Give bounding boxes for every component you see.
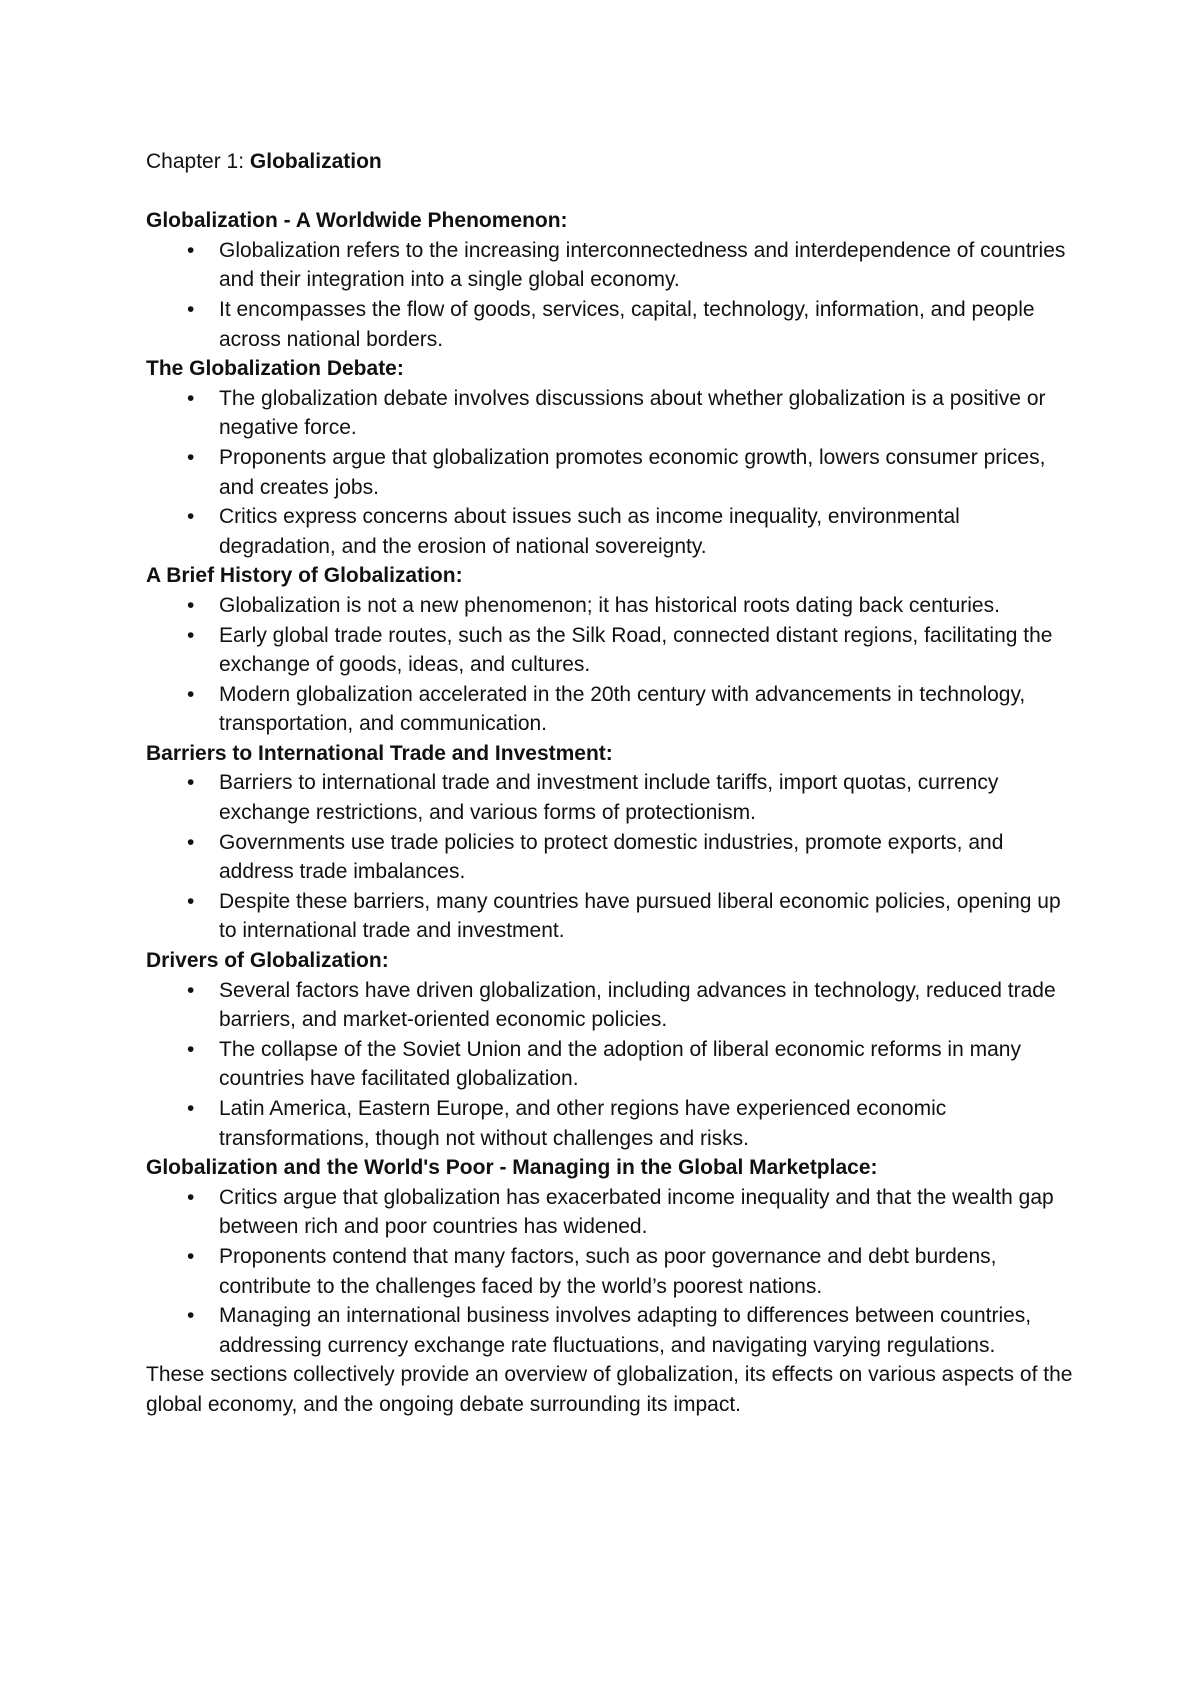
list-item: [146, 1183, 1076, 1242]
list-item: [146, 443, 1076, 502]
list-item: [146, 887, 1076, 946]
list-item-text: Several factors have driven globalization, including advances in technology, reduced trade barriers, and market-oriented economic policies.: [219, 978, 1056, 1032]
list-item-text: The collapse of the Soviet Union and the adoption of liberal economic reforms in many countries have facilitated globalization.: [219, 1037, 1021, 1091]
list-item: [146, 828, 1076, 887]
list-item: [146, 768, 1076, 827]
bullet-icon: •: [187, 889, 195, 913]
list-item: [146, 976, 1076, 1035]
list-item-text: Modern globalization accelerated in the 20th century with advancements in technology, transportation, and communication.: [219, 682, 1026, 736]
chapter-topic: Globalization: [249, 150, 382, 173]
list-item-text: Barriers to international trade and investment include tariffs, import quotas, currency exchange restrictions, and various forms of protectionism.: [219, 771, 999, 825]
bullet-icon: •: [187, 623, 195, 647]
bullet-icon: •: [187, 830, 195, 854]
section-heading: Barriers to International Trade and Investment:: [146, 741, 613, 765]
list-item-text: Globalization is not a new phenomenon; it has historical roots dating back centuries.: [219, 593, 1000, 617]
list-item-text: Proponents contend that many factors, such as poor governance and debt burdens, contribute to the challenges faced by the world’s poorest nations.: [219, 1244, 997, 1298]
bullet-icon: •: [187, 297, 195, 321]
section-heading: Drivers of Globalization:: [146, 949, 389, 973]
list-item: [146, 591, 1076, 621]
list-item: [146, 502, 1076, 561]
list-item: [146, 236, 1076, 295]
section-heading: The Globalization Debate:: [146, 357, 404, 381]
bullet-list: [146, 236, 1076, 354]
bullet-icon: •: [187, 593, 195, 617]
bullet-list: [146, 1183, 1076, 1361]
list-item: [146, 1301, 1076, 1360]
bullet-icon: •: [187, 1037, 195, 1061]
chapter-prefix: Chapter 1:: [146, 150, 250, 173]
list-item: [146, 295, 1076, 354]
summary-paragraph: These sections collectively provide an overview of globalization, its effects on various aspects of the global economy, and the ongoing debate surrounding its impact.: [146, 1363, 1073, 1416]
list-item-text: Governments use trade policies to protect domestic industries, promote exports, and address trade imbalances.: [219, 830, 1004, 884]
bullet-icon: •: [187, 445, 195, 469]
list-item-text: Latin America, Eastern Europe, and other regions have experienced economic transformations, though not without challenges and risks.: [219, 1097, 947, 1150]
list-item: [146, 384, 1076, 443]
list-item: [146, 680, 1076, 739]
bullet-icon: •: [187, 1185, 195, 1209]
bullet-icon: •: [187, 1244, 195, 1268]
bullet-icon: •: [187, 1097, 195, 1120]
bullet-icon: •: [187, 682, 195, 706]
list-item: [146, 1242, 1076, 1301]
bullet-icon: •: [187, 771, 195, 795]
list-item-text: Despite these barriers, many countries have pursued liberal economic policies, opening up to international trade and investment.: [219, 889, 1061, 943]
bullet-icon: •: [187, 978, 195, 1002]
list-item-text: Critics express concerns about issues such as income inequality, environmental degradation, and the erosion of national sovereignty.: [219, 505, 960, 558]
list-item-text: Proponents argue that globalization promotes economic growth, lowers consumer prices, and creates jobs.: [219, 445, 1046, 499]
bullet-list: [146, 976, 1076, 1154]
list-item: [146, 1035, 1076, 1094]
list-item-text: It encompasses the flow of goods, services, capital, technology, information, and people across national borders.: [219, 297, 1035, 351]
document-body: [146, 147, 1076, 1420]
chapter-title: [146, 147, 1076, 177]
bullet-list: [146, 384, 1076, 562]
bullet-list: [146, 768, 1076, 946]
list-item-text: The globalization debate involves discussions about whether globalization is a positive or negative force.: [219, 386, 1046, 440]
section-heading: A Brief History of Globalization:: [146, 564, 463, 588]
list-item-text: Managing an international business involves adapting to differences between countries, addressing currency exchange rate fluctuations, and navigating varying regulations.: [219, 1304, 1032, 1357]
list-item-text: Early global trade routes, such as the Silk Road, connected distant regions, facilitating the exchange of goods, ideas, and cultures.: [219, 623, 1053, 677]
bullet-icon: •: [187, 386, 195, 410]
bullet-icon: •: [187, 238, 195, 262]
list-item-text: Globalization refers to the increasing interconnectedness and interdependence of countries and their integration into a single global economy.: [219, 238, 1066, 292]
section-heading: Globalization and the World's Poor - Managing in the Global Marketplace:: [146, 1156, 878, 1180]
bullet-icon: •: [187, 1304, 195, 1328]
list-item: [146, 621, 1076, 680]
bullet-icon: •: [187, 505, 195, 529]
list-item-text: Critics argue that globalization has exacerbated income inequality and that the wealth gap between rich and poor countries has widened.: [219, 1185, 1054, 1239]
bullet-list: [146, 591, 1076, 739]
list-item: [146, 1094, 1076, 1153]
section-heading: Globalization - A Worldwide Phenomenon:: [146, 209, 568, 233]
